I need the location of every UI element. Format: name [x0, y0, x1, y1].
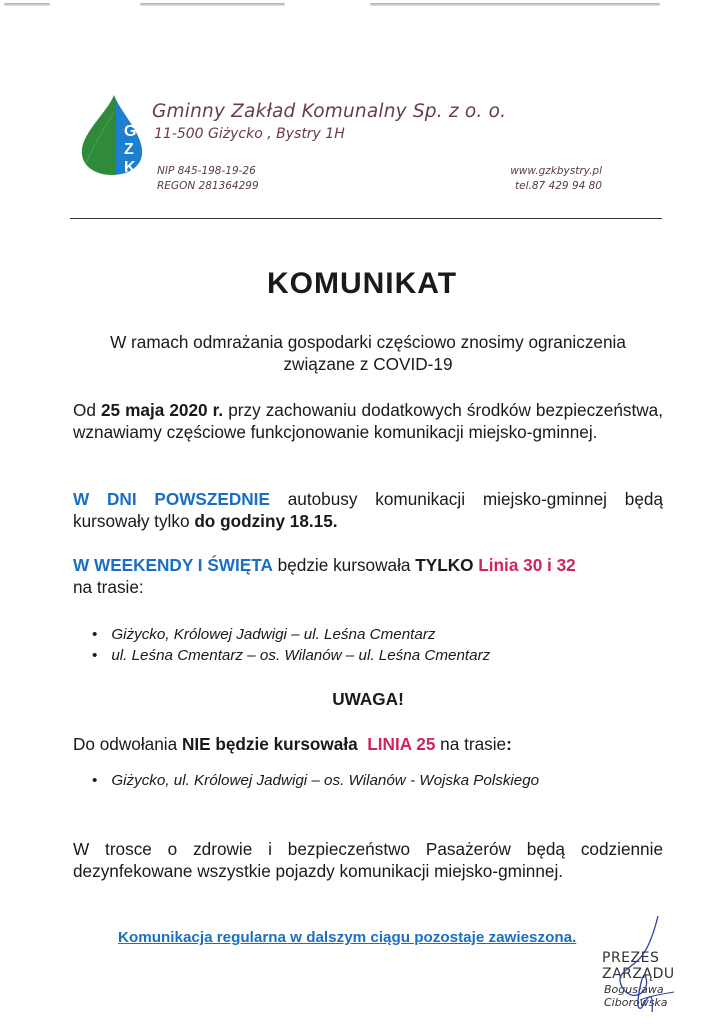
suspended-line: LINIA 25: [367, 734, 436, 754]
signature-title: PREZES ZARZĄDU: [602, 950, 675, 982]
company-name: Gminny Zakład Komunalny Sp. z o. o.: [152, 101, 507, 122]
list-item: • ul. Leśna Cmentarz – os. Wilanów – ul. Leśna Cmentarz: [92, 645, 490, 666]
list-item: • Giżycko, Królowej Jadwigi – ul. Leśna Cmentarz: [92, 624, 490, 645]
website-link[interactable]: www.gzkbystry.pl: [510, 165, 602, 177]
space: [358, 734, 368, 754]
company-address: 11-500 Giżycko , Bystry 1H: [154, 126, 345, 142]
water-drop-logo-icon: [78, 93, 146, 177]
letterhead-divider: [70, 218, 662, 219]
nip-number: NIP 845-198-19-26: [157, 165, 256, 177]
company-block: [152, 101, 506, 142]
company-contact: [510, 164, 602, 194]
text: na trasie: [435, 734, 507, 754]
resumption-date: 25 maja 2020 r.: [100, 400, 224, 420]
signature-name: Bogusława Ciborowska: [604, 983, 668, 1009]
footer-note: Komunikacja regularna w dalszym ciągu pozostaje zawieszona.: [118, 929, 577, 946]
handwritten-signature-icon: [610, 912, 690, 1022]
logo-letter-g: G: [124, 123, 137, 140]
paragraph-disinfection: W trosce o zdrowie i bezpieczeństwo Pasażerów będą codziennie dezynfekowane wszystkie pojazdy komunikacji miejsko-gminnej.: [73, 839, 663, 881]
text: przy zachowaniu dodatkowych środków bezpieczeństwa, wznawiamy częściowe funkcjonowanie komunikacji miejsko-gminnej.: [73, 400, 664, 442]
warning-heading: UWAGA!: [332, 689, 404, 709]
company-ids: [157, 164, 259, 194]
logo-letter-k: K: [124, 159, 136, 176]
document-title: KOMUNIKAT: [266, 267, 458, 300]
colon: :: [506, 734, 512, 754]
regon-number: REGON 281364299: [157, 180, 259, 192]
text: autobusy komunikacji miejsko-gminnej będą kursowały tylko: [73, 489, 664, 531]
scan-artifact: [140, 3, 285, 6]
not-running-label: NIE będzie kursowała: [181, 734, 358, 754]
intro-paragraph: W ramach odmrażania gospodarki częściowo znosimy ograniczenia związane z COVID-19: [110, 332, 626, 374]
paragraph-weekdays: [73, 488, 663, 532]
suspended-routes-list: [92, 770, 539, 791]
paragraph-resumption: [73, 399, 663, 443]
logo-letter-z: Z: [124, 141, 134, 158]
scan-artifact: [4, 3, 50, 6]
text: będzie kursowała: [272, 555, 416, 575]
scan-artifact: [370, 3, 660, 6]
only-label: TYLKO: [415, 555, 474, 575]
paragraph-weekends: [73, 554, 663, 598]
list-item: • Giżycko, ul. Królowej Jadwigi – os. Wilanów - Wojska Polskiego: [92, 770, 539, 791]
weekend-routes-list: [92, 624, 490, 666]
phone-number: tel.87 429 94 80: [515, 180, 602, 192]
text: na trasie:: [73, 577, 144, 597]
weekend-lines: Linia 30 i 32: [478, 555, 576, 575]
weekdays-highlight: W DNI POWSZEDNIE: [73, 489, 270, 509]
text: Od: [73, 400, 101, 420]
text: Do odwołania: [73, 734, 182, 754]
weekends-highlight: W WEEKENDY I ŚWIĘTA: [73, 555, 273, 575]
paragraph-suspended: [73, 733, 663, 755]
weekdays-end-time: do godziny 18.15.: [194, 511, 338, 531]
